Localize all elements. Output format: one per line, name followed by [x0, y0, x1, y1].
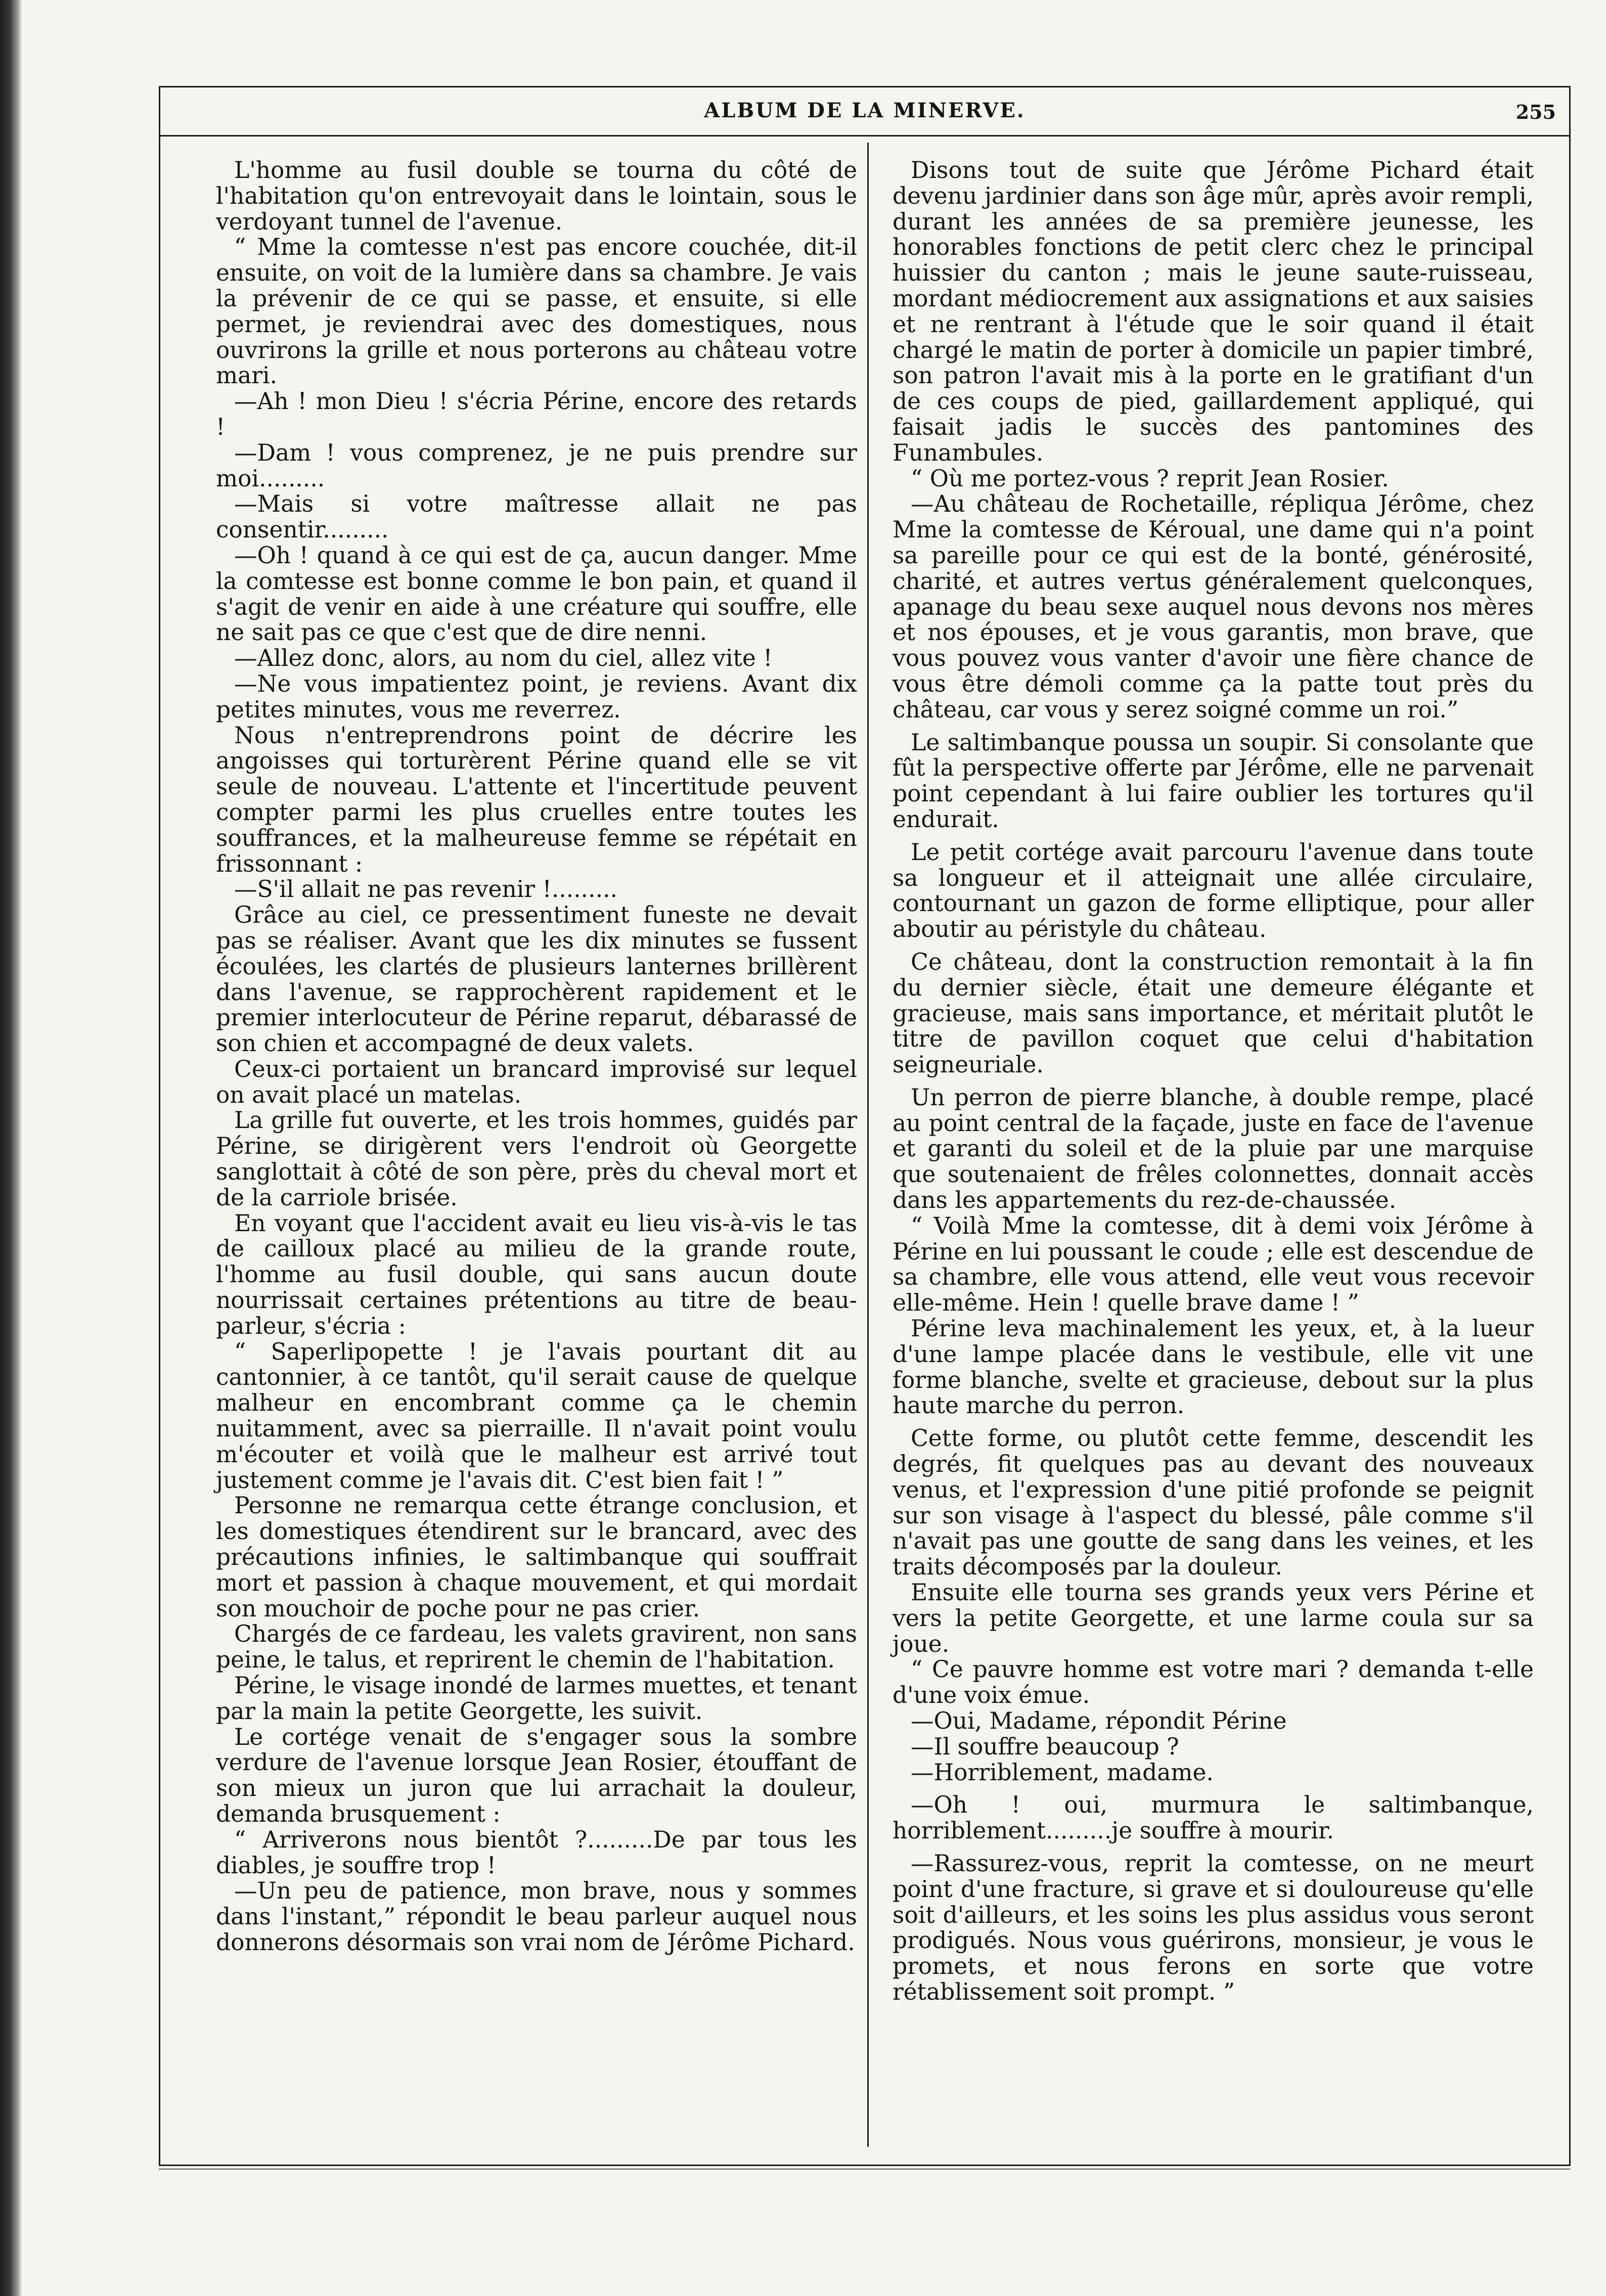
- right-column: [893, 158, 1534, 2005]
- paragraph: Le cortége venait de s'engager sous la sombre verdure de l'avenue lorsque Jean Rosier, étouffant de son mieux un juron que lui arrachait la douleur, demanda brusquement :: [216, 1723, 857, 1827]
- paragraph: —Oui, Madame, répondit Périne: [911, 1707, 1287, 1735]
- paragraph: “ Mme la comtesse n'est pas encore couchée, dit-il ensuite, on voit de la lumière dans sa chambre. Je vais la prévenir de ce qui se passe, et ensuite, si elle permet, je reviendrai avec des domestiques, nous ouvrirons la grille et nous porterons au château votre mari.: [216, 234, 857, 389]
- paragraph: —Oh ! oui, murmura le saltimbanque, horriblement.........je souffre à mourir.: [893, 1791, 1534, 1844]
- paragraph: Le petit cortége avait parcouru l'avenue dans toute sa longueur et il atteignait une allée circulaire, contournant un gazon de forme elliptique, pour aller aboutir au péristyle du château.: [893, 838, 1534, 943]
- paragraph: Nous n'entreprendrons point de décrire les angoisses qui torturèrent Périne quand elle se vit seule de nouveau. L'attente et l'incertitude peuvent compter parmi les plus cruelles entre toutes les souffrances, et la malheureuse femme se répétait en frissonnant :: [216, 722, 857, 877]
- paragraph: “ Saperlipopette ! je l'avais pourtant dit au cantonnier, à ce tantôt, qu'il serait cause de quelque malheur en encombrant comme ça le chemin nuitamment, avec sa pierraille. Il n'avait point voulu m'écouter et voilà que le malheur est arrivé tout justement comme je l'avais dit. C'est bien fait ! ”: [216, 1338, 857, 1494]
- paragraph: La grille fut ouverte, et les trois hommes, guidés par Périne, se dirigèrent vers l'endroit où Georgette sanglottait à côté de son père, près du cheval mort et de la carriole brisée.: [216, 1107, 857, 1211]
- paragraph: —Ah ! mon Dieu ! s'écria Périne, encore des retards !: [216, 388, 857, 440]
- left-column: [216, 158, 857, 1956]
- paragraph: Un perron de pierre blanche, à double rempe, placé au point central de la façade, juste en face de l'avenue et garanti du soleil et de la pluie par une marquise que soutenaient de frêles colonnettes, donnait accès dans les appartements du rez-de-chaussée.: [893, 1084, 1534, 1214]
- paragraph: —Oh ! quand à ce qui est de ça, aucun danger. Mme la comtesse est bonne comme le bon pain, et quand il s'agit de venir en aide à une créature qui souffre, elle ne sait pas ce que c'est que de dire nenni.: [216, 542, 857, 646]
- paragraph: Périne, le visage inondé de larmes muettes, et tenant par la main la petite Georgette, les suivit.: [216, 1672, 857, 1725]
- paragraph: Cette forme, ou plutôt cette femme, descendit les degrés, fit quelques pas au devant des nouveaux venus, et l'expression d'une pitié profonde se peignit sur son visage à l'aspect du blessé, pâle comme s'il n'avait pas une goutte de sang dans les veines, et les traits décomposés par la douleur.: [893, 1425, 1534, 1581]
- paragraph: En voyant que l'accident avait eu lieu vis-à-vis le tas de cailloux placé au milieu de la grande route, l'homme au fusil double, qui sans aucun doute nourrissait certaines prétentions au titre de beau-parleur, s'écria :: [216, 1209, 857, 1339]
- paragraph: —Rassurez-vous, reprit la comtesse, on ne meurt point d'une fracture, si grave et si douloureuse qu'elle soit d'ailleurs, et les soins les plus assidus vous seront prodigués. Nous vous guérirons, monsieur, je vous le promets, et nous ferons en sorte que votre rétablissement soit prompt. ”: [893, 1850, 1534, 2005]
- paragraph: “ Arriverons nous bientôt ?.........De par tous les diables, je souffre trop !: [216, 1826, 857, 1879]
- paragraph: —Au château de Rochetaille, répliqua Jérôme, chez Mme la comtesse de Kéroual, une dame qui n'a point sa pareille pour ce qui est de la bonté, générosité, charité, et autres vertus généralement quelconques, apanage du beau sexe auquel nous devons nos mères et nos épouses, et je vous garantis, mon brave, que vous pouvez vous vanter d'avoir une fière chance de vous être démoli comme ça la patte tout près du château, car vous y serez soigné comme un roi.”: [893, 490, 1534, 723]
- paragraph: —Il souffre beaucoup ?: [911, 1733, 1179, 1760]
- paragraph: Disons tout de suite que Jérôme Pichard était devenu jardinier dans son âge mûr, après avoir rempli, durant les années de sa première jeunesse, les honorables fonctions de petit clerc chez le principal huissier du canton ; mais le jeune saute-ruisseau, mordant médiocrement aux assignations et aux saisies et ne rentrant à l'étude que le soir quand il était chargé le matin de porter à domicile un papier timbré, son patron l'avait mis à la porte en le gratifiant d'un de ces coups de pied, gaillardement appliqué, qui faisait jadis le succès des pantomines des Funambules.: [893, 157, 1534, 466]
- paragraph: Ceux-ci portaient un brancard improvisé sur lequel on avait placé un matelas.: [216, 1055, 857, 1108]
- journal-title: ALBUM DE LA MINERVE.: [704, 99, 1025, 122]
- paragraph: Le saltimbanque poussa un soupir. Si consolante que fût la perspective offerte par Jérôme, elle ne parvenait point cependant à lui faire oublier les tortures qu'il endurait.: [893, 729, 1534, 833]
- paragraph: —Un peu de patience, mon brave, nous y sommes dans l'instant,” répondit le beau parleur auquel nous donnerons désormais son vrai nom de Jérôme Pichard.: [216, 1877, 857, 1956]
- paragraph: —Dam ! vous comprenez, je ne puis prendre sur moi.........: [216, 439, 857, 492]
- paragraph: “ Où me portez-vous ? reprit Jean Rosier.: [911, 465, 1389, 492]
- page-number: 255: [1515, 101, 1556, 123]
- paragraph: Ce château, dont la construction remontait à la fin du dernier siècle, était une demeure élégante et gracieuse, mais sans importance, et méritait plutôt le titre de pavillon coquet que celui d'habitation seigneuriale.: [893, 948, 1534, 1078]
- paragraph: Grâce au ciel, ce pressentiment funeste ne devait pas se réaliser. Avant que les dix minutes se fussent écoulées, les clartés de plusieurs lanternes brillèrent dans l'avenue, se rapprochèrent rapidement et le premier interlocuteur de Périne reparut, débarassé de son chien et accompagné de deux valets.: [216, 902, 857, 1057]
- paragraph: Personne ne remarqua cette étrange conclusion, et les domestiques étendirent sur le brancard, avec des précautions infinies, le saltimbanque qui souffrait mort et passion à chaque mouvement, et qui mordait son mouchoir de poche pour ne pas crier.: [216, 1492, 857, 1622]
- paragraph: Ensuite elle tourna ses grands yeux vers Périne et vers la petite Georgette, et une larme coula sur sa joue.: [893, 1579, 1534, 1657]
- page-frame: [159, 86, 1571, 2166]
- bottom-rule: [159, 2169, 1571, 2170]
- paragraph: —S'il allait ne pas revenir !.........: [234, 876, 617, 903]
- paragraph: “ Ce pauvre homme est votre mari ? demanda t-elle d'une voix émue.: [893, 1656, 1534, 1709]
- column-divider: [867, 143, 869, 2147]
- paragraph: “ Voilà Mme la comtesse, dit à demi voix Jérôme à Périne en lui poussant le coude ; elle est descendue de sa chambre, elle vous attend, elle veut vous recevoir elle-même. Hein ! quelle brave dame ! ”: [893, 1212, 1534, 1317]
- paragraph: —Ne vous impatientez point, je reviens. Avant dix petites minutes, vous me reverrez.: [216, 670, 857, 723]
- paragraph: —Allez donc, alors, au nom du ciel, allez vite !: [234, 645, 773, 672]
- binding-edge: [0, 0, 22, 2296]
- paragraph: L'homme au fusil double se tourna du côté de l'habitation qu'on entrevoyait dans le lointain, sous le verdoyant tunnel de l'avenue.: [216, 157, 857, 235]
- running-header: [160, 86, 1569, 137]
- paragraph: —Mais si votre maîtresse allait ne pas consentir.........: [216, 490, 857, 544]
- paragraph: Chargés de ce fardeau, les valets gravirent, non sans peine, le talus, et reprirent le chemin de l'habitation.: [216, 1620, 857, 1674]
- paragraph: —Horriblement, madame.: [911, 1759, 1214, 1786]
- paragraph: Périne leva machinalement les yeux, et, à la lueur d'une lampe placée dans le vestibule, elle vit une forme blanche, svelte et gracieuse, debout sur la plus haute marche du perron.: [893, 1315, 1534, 1419]
